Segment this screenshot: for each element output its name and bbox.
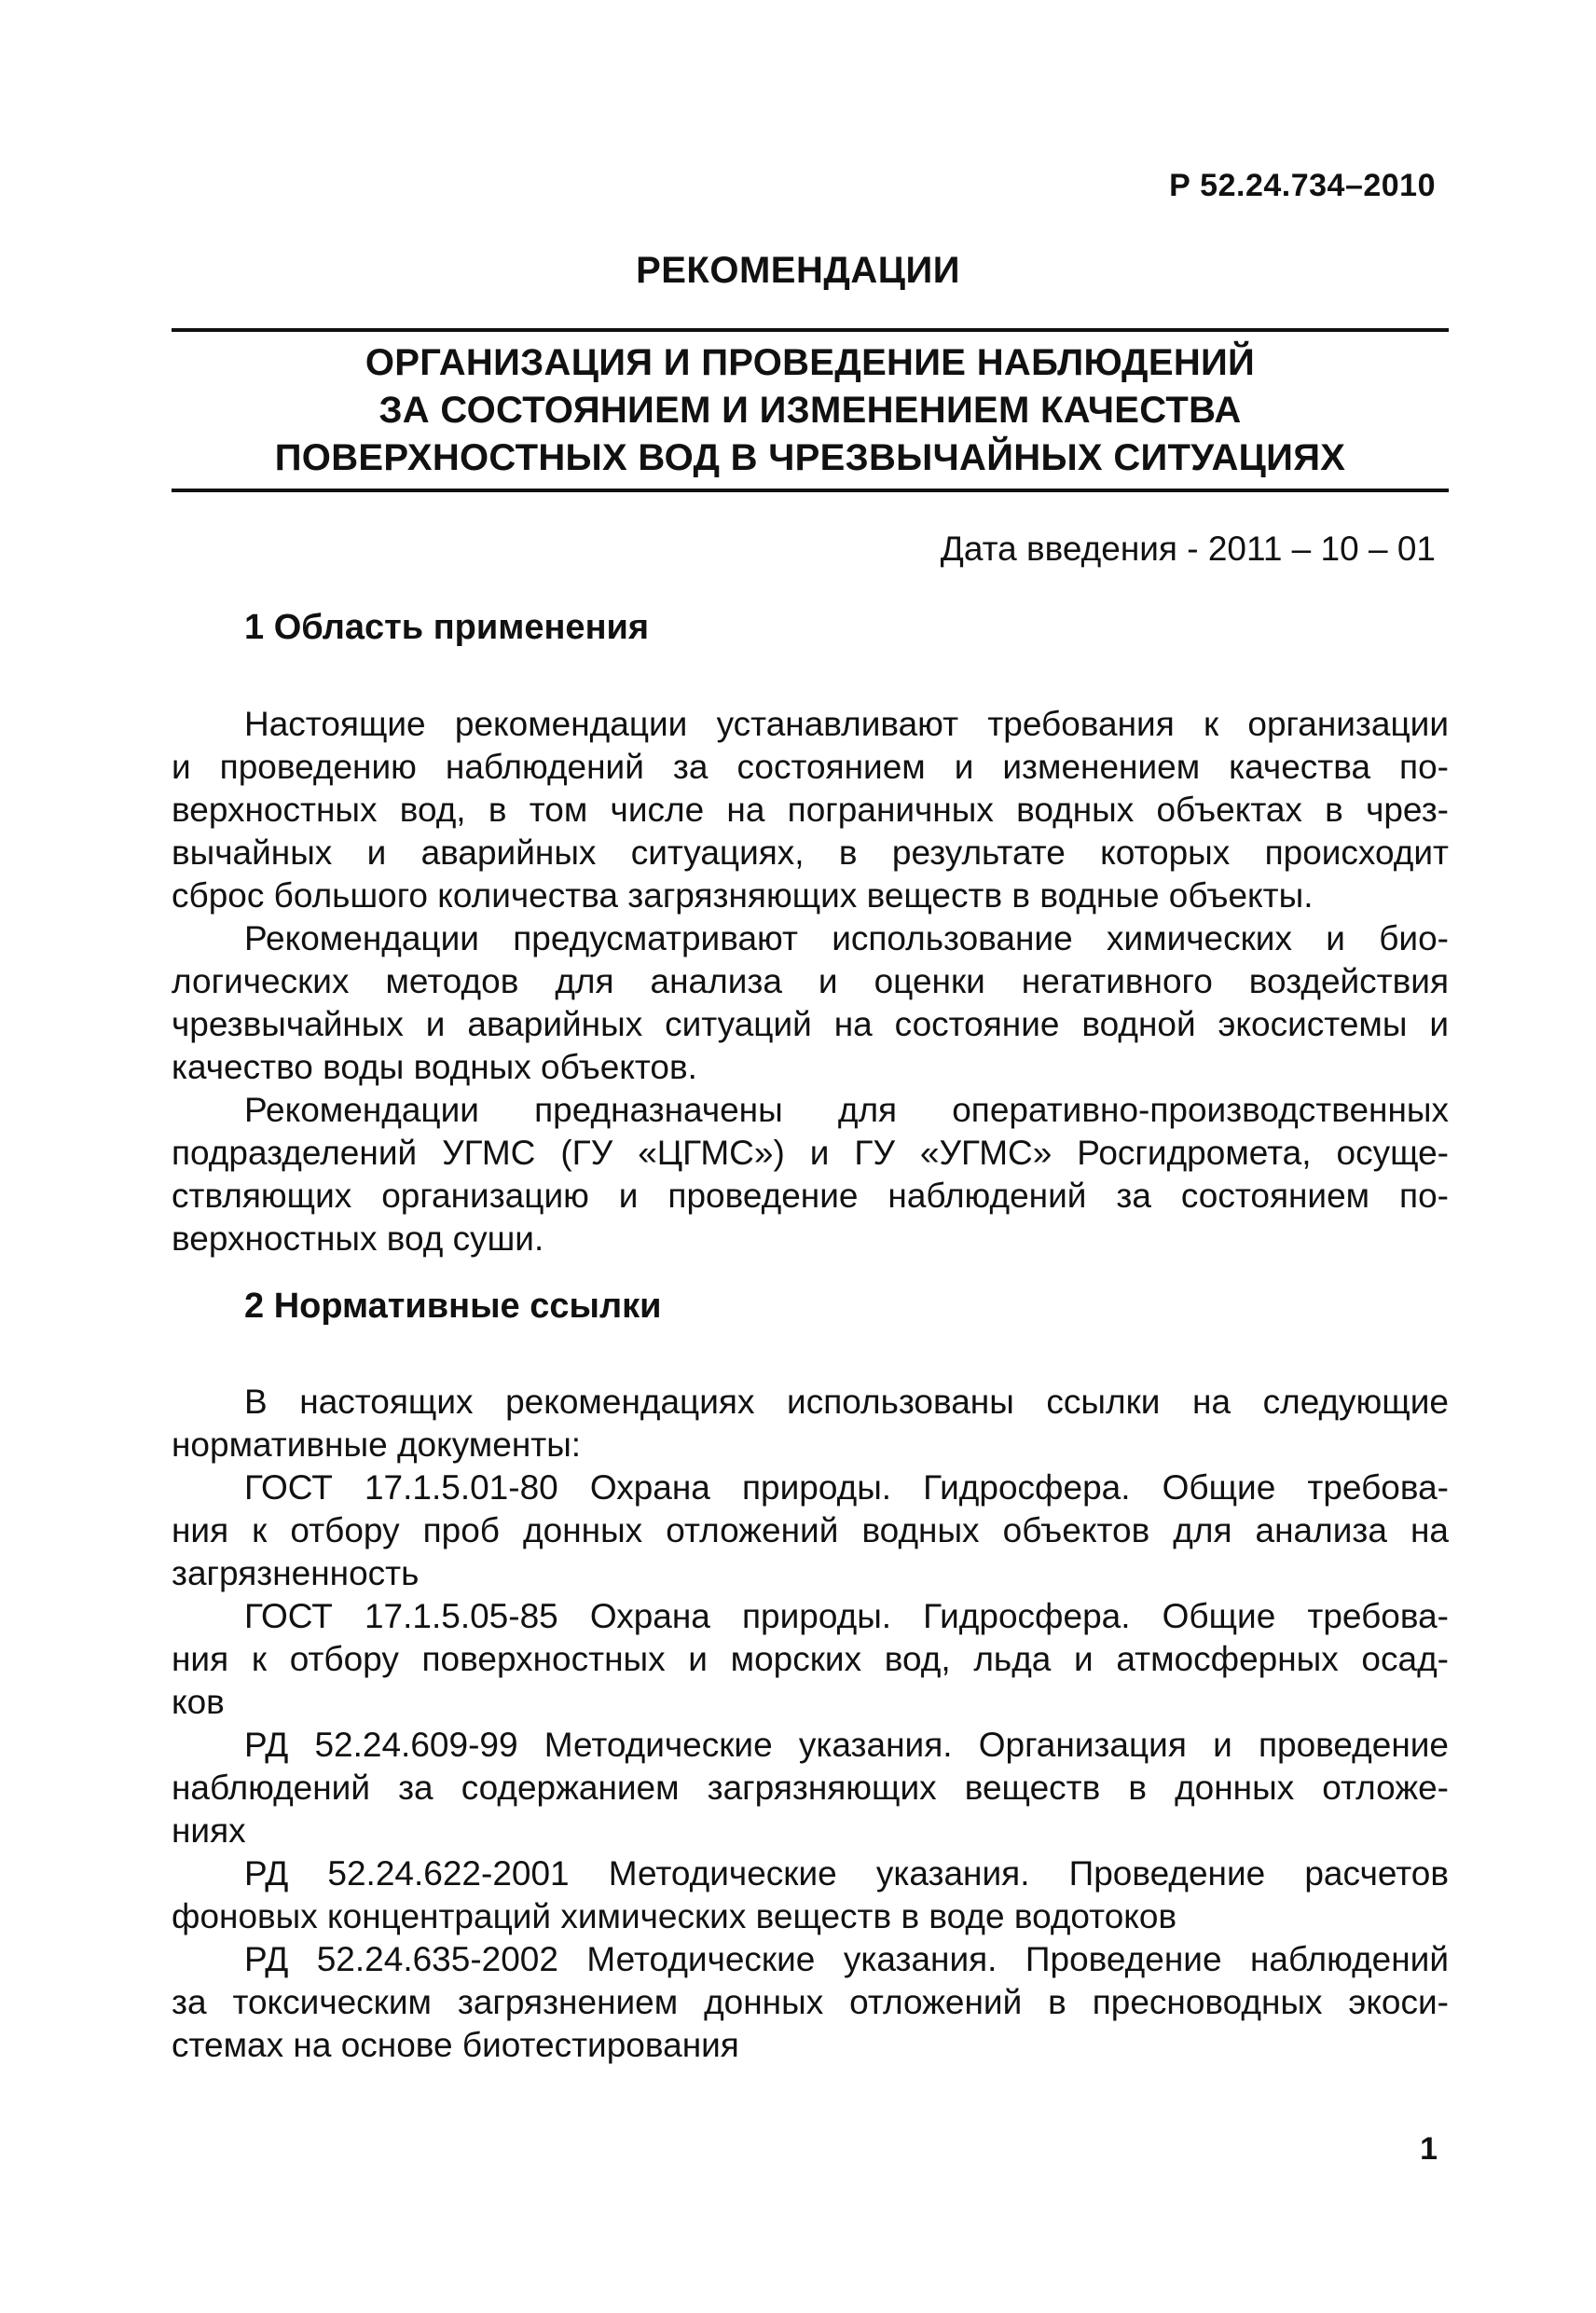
text-line: РД 52.24.609-99 Методические указания. Организация и проведение [244,1726,1449,1764]
text-line: ния к отбору поверхностных и морских вод, льда и атмосферных осад- [172,1640,1449,1678]
text-line: Настоящие рекомендации устанавливают требования к организации [244,705,1449,743]
section-body-references [172,1381,1449,2067]
text-line: стемах на основе биотестирования [172,2026,739,2064]
text-line: сброс большого количества загрязняющих веществ в водные объекты. [172,876,1314,915]
document-type: РЕКОМЕНДАЦИИ [636,250,960,291]
text-line: за токсическим загрязнением донных отложений в пресноводных экоси- [172,1983,1449,2021]
title-rule-bottom [172,489,1449,492]
text-line: наблюдений за содержанием загрязняющих веществ в донных отложе- [172,1769,1449,1807]
section-body-scope [172,703,1449,1260]
text-line: чрезвычайных и аварийных ситуаций на состояние водной экосистемы и [172,1005,1449,1043]
text-line: нормативные документы: [172,1425,582,1464]
introduction-date: Дата введения - 2011 – 10 – 01 [940,530,1436,568]
document-code: Р 52.24.734–2010 [1169,168,1436,203]
text-line: подразделений УГМС (ГУ «ЦГМС») и ГУ «УГМС» Росгидромета, осуще- [172,1134,1449,1172]
text-line: ствляющих организацию и проведение наблюдений за состоянием по- [172,1177,1449,1215]
text-line: Рекомендации предназначены для оперативно-производственных [244,1091,1449,1129]
text-line: загрязненность [172,1554,420,1592]
text-line: качество воды водных объектов. [172,1048,697,1086]
text-line: ния к отбору проб донных отложений водных объектов для анализа на [172,1511,1449,1549]
text-line: В настоящих рекомендациях использованы ссылки на следующие [244,1383,1449,1421]
text-line: ниях [172,1811,246,1850]
text-line: Рекомендации предусматривают использование химических и био- [244,919,1449,957]
text-line: ГОСТ 17.1.5.05-85 Охрана природы. Гидросфера. Общие требова- [244,1597,1449,1635]
section-heading-scope: 1 Область применения [244,608,650,647]
text-line: фоновых концентраций химических веществ в воде водотоков [172,1897,1177,1935]
title-rule-top [172,328,1449,332]
document-title [172,339,1449,482]
title-line: ПОВЕРХНОСТНЫХ ВОД В ЧРЕЗВЫЧАЙНЫХ СИТУАЦИЯХ [274,437,1346,478]
text-line: ГОСТ 17.1.5.01-80 Охрана природы. Гидросфера. Общие требова- [244,1468,1449,1507]
section-heading-references: 2 Нормативные ссылки [244,1287,662,1326]
text-line: верхностных вод суши. [172,1219,544,1258]
text-line: ков [172,1683,225,1721]
text-line: РД 52.24.622-2001 Методические указания. Проведение расчетов [244,1854,1449,1893]
title-line: ЗА СОСТОЯНИЕМ И ИЗМЕНЕНИЕМ КАЧЕСТВА [378,390,1242,431]
title-line: ОРГАНИЗАЦИЯ И ПРОВЕДЕНИЕ НАБЛЮДЕНИЙ [365,342,1256,383]
text-line: логических методов для анализа и оценки негативного воздействия [172,962,1449,1000]
page-number: 1 [1420,2131,1438,2167]
text-line: вычайных и аварийных ситуациях, в результате которых происходит [172,833,1449,872]
text-line: РД 52.24.635-2002 Методические указания. Проведение наблюдений [244,1940,1449,1978]
text-line: верхностных вод, в том числе на пограничных водных объектах в чрез- [172,791,1449,829]
text-line: и проведению наблюдений за состоянием и изменением качества по- [172,748,1449,786]
